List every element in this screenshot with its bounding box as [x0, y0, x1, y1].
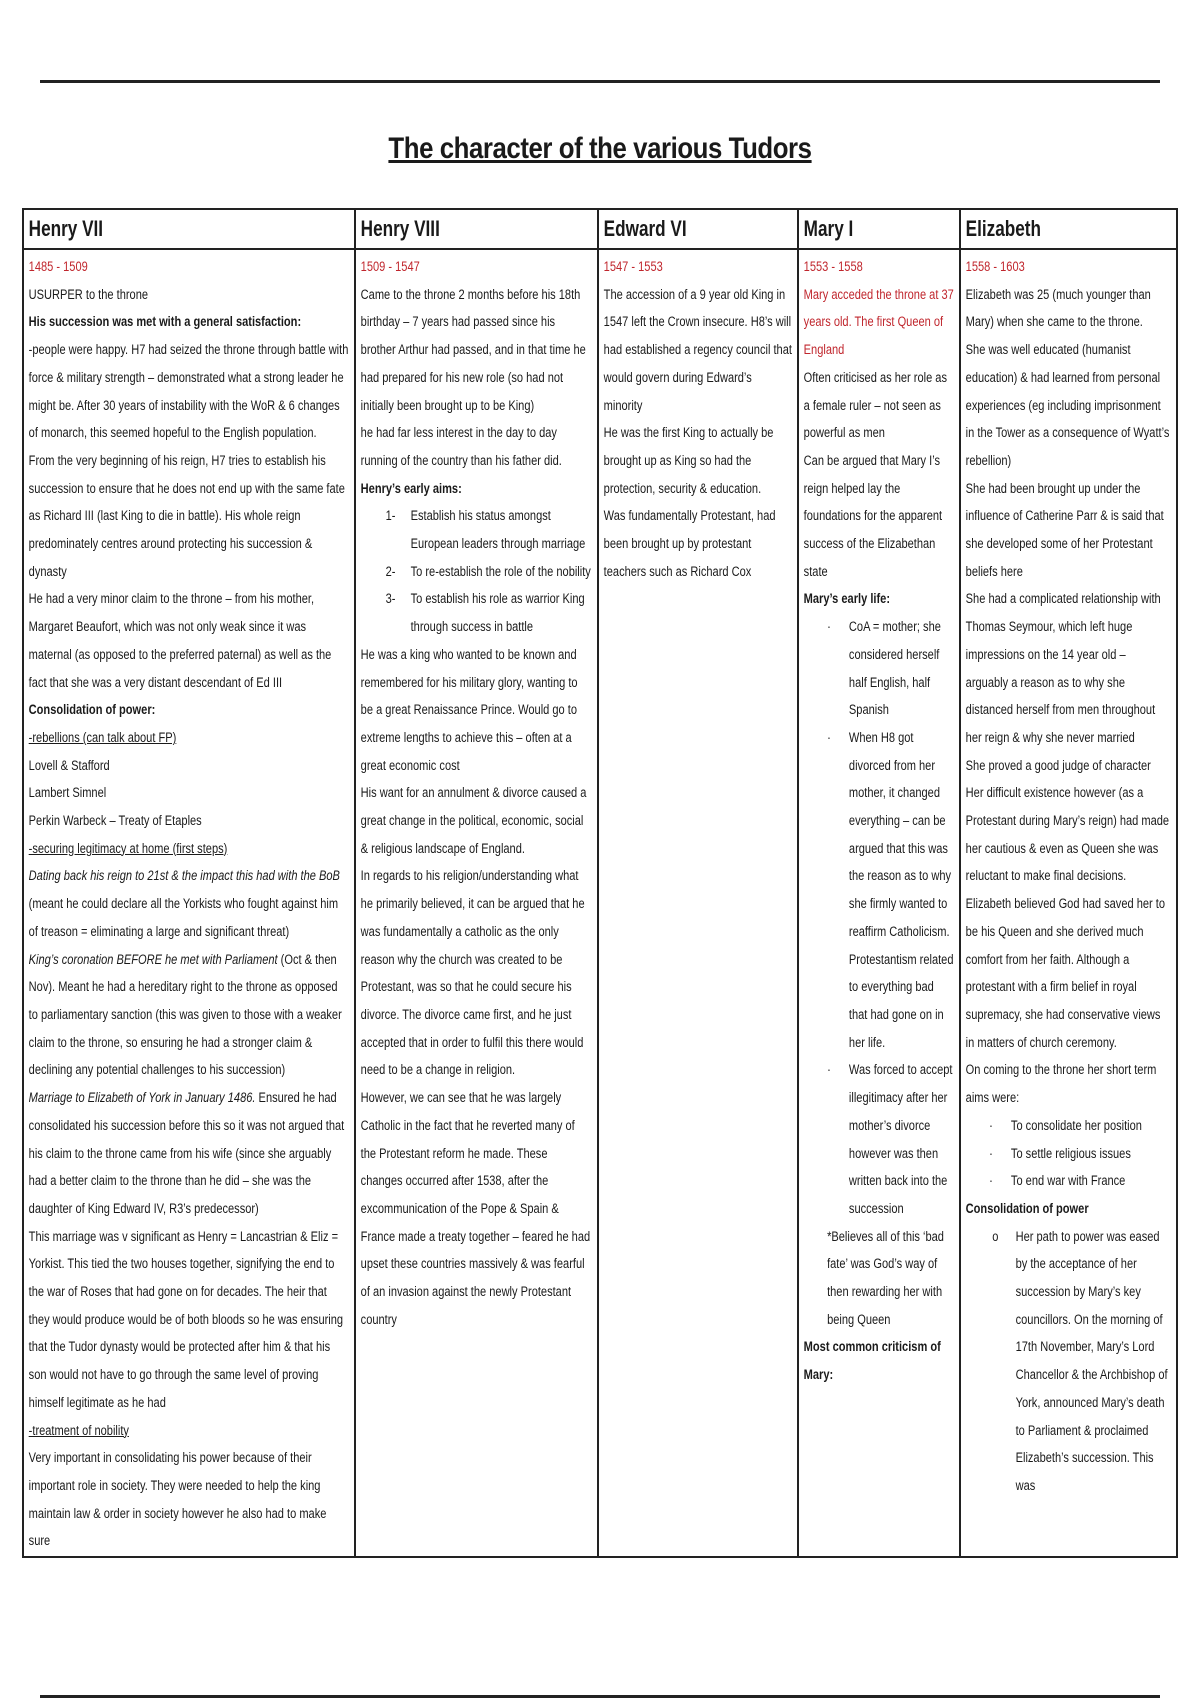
- mary-line: Often criticised as her role as a female ruler – not seen as powerful as men: [804, 369, 948, 442]
- eliz-aim: To end war with France: [1011, 1173, 1126, 1190]
- h8-line: In regards to his religion/understanding what he primarily believed, it can be argued that he was fundamentally a catholic as the only reason why the church was created to be Protestant, was so that he could secure his divorce. The divorce came first, and he just accepted that in order to fulfil this there would need to be a change in religion.: [360, 868, 585, 1079]
- h7-line: USURPER to the throne: [28, 286, 149, 303]
- eliz-line: Consolidation of power: [965, 1200, 1089, 1217]
- h7-line: -securing legitimacy at home (first steps): [28, 840, 228, 857]
- bullet-icon: ·: [989, 1173, 993, 1190]
- cell-henry-vii: [23, 249, 355, 1557]
- h7-line: Marriage to Elizabeth of York in January 1486.: [28, 1090, 256, 1107]
- mary-bullet: Was forced to accept illegitimacy after her mother’s divorce however was then written back into the succession: [849, 1062, 953, 1217]
- eliz-aim: To consolidate her position: [1011, 1117, 1143, 1134]
- eliz-line: She had been brought up under the influence of Catherine Parr & is said that she developed some of her Protestant beliefs here: [965, 480, 1164, 580]
- bullet-icon: ·: [827, 619, 832, 636]
- h8-line: he had far less interest in the day to day running of the country than his father did.: [360, 425, 563, 469]
- eliz-line: She proved a good judge of character: [965, 757, 1152, 774]
- header-mary-i: Mary I: [798, 209, 960, 249]
- e6-line: Was fundamentally Protestant, had been brought up by protestant teachers such as Richard Cox: [603, 508, 776, 580]
- eliz-line: Elizabeth was 25 (much younger than Mary) when she came to the throne.: [965, 286, 1152, 331]
- h7-line: Lovell & Stafford: [28, 757, 110, 774]
- header-henry-vii: Henry VII: [23, 209, 355, 249]
- eliz-line: Her path to power was eased by the acceptance of her succession by Mary’s key councillors. On the morning of 17th November, Mary’s Lord Chancellor & the Archbishop of York, announced Mary’s death to Parliament & proclaimed Elizabeth’s succession. This was: [1015, 1228, 1168, 1494]
- mary-line: Most common criticism of Mary:: [804, 1339, 942, 1384]
- h7-line: Dating back his reign to 21st & the impact this had with the BoB: [28, 868, 340, 885]
- header-edward-vi: Edward VI: [598, 209, 799, 249]
- mary-bullet: When H8 got divorced from her mother, it changed everything – can be argued that this was the reason as to why she firmly wanted to reaffirm Catholicism. Protestantism related to everything bad that had gone on in her life.: [849, 729, 954, 1051]
- h7-line: (meant he could declare all the Yorkists who fought against him of treason = eliminating a large and significant threat): [28, 896, 339, 940]
- eliz-aim: To settle religious issues: [1011, 1145, 1132, 1162]
- h8-line: Henry’s early aims:: [360, 480, 462, 497]
- h7-line: Lambert Simnel: [28, 785, 107, 802]
- dates-mary-i: 1553 - 1558: [804, 259, 864, 275]
- eliz-line: She had a complicated relationship with Thomas Seymour, which left huge impressions on the 14 year old – arguably a reason as to why she distanced herself from men throughout her reign & why she never married: [965, 591, 1161, 746]
- cell-edward-vi: [598, 249, 799, 1557]
- dates-henry-vii: 1485 - 1509: [28, 259, 88, 275]
- mary-line: Mary’s early life:: [804, 591, 891, 608]
- top-rule: [40, 80, 1160, 83]
- bullet-icon: ·: [827, 1062, 832, 1079]
- h7-line: -treatment of nobility: [28, 1422, 129, 1439]
- header-elizabeth: Elizabeth: [960, 209, 1177, 249]
- h8-aim: To establish his role as warrior King through success in battle: [410, 591, 585, 636]
- h8-aim: To re-establish the role of the nobility: [410, 563, 592, 580]
- dates-edward-vi: 1547 - 1553: [603, 259, 663, 275]
- cell-henry-viii: [355, 249, 598, 1557]
- list-number: 2-: [385, 563, 396, 580]
- eliz-line: On coming to the throne her short term aims were:: [965, 1062, 1157, 1107]
- list-number: 1-: [385, 508, 396, 525]
- mary-note: *Believes all of this ‘bad fate’ was God’s way of then rewarding her with being Queen: [827, 1228, 945, 1328]
- dates-elizabeth: 1558 - 1603: [965, 259, 1025, 275]
- h7-line: From the very beginning of his reign, H7 tries to establish his succession to ensure that he does not end up with the same fate as Richard III (last King to die in battle). His whole reign predominately centres around protecting his succession & dynasty: [28, 452, 345, 580]
- circle-bullet-icon: o: [992, 1228, 999, 1245]
- h7-line: Consolidation of power:: [28, 702, 156, 719]
- eliz-line: She was well educated (humanist education) & had learned from personal experiences (eg including imprisonment in the Tower as a consequence of Wyatt’s rebellion): [965, 342, 1170, 469]
- dates-henry-viii: 1509 - 1547: [360, 259, 420, 275]
- h8-line: However, we can see that he was largely Catholic in the fact that he reverted many of the Protestant reform he made. These changes occurred after 1538, after the excommunication of the Pope & Spain & France made a treaty together – feared he had upset these countries massively & was fearful of an invasion against the newly Protestant country: [360, 1090, 591, 1328]
- h7-line: Perkin Warbeck – Treaty of Etaples: [28, 813, 202, 830]
- h7-line: His succession was met with a general satisfaction:: [28, 314, 302, 331]
- eliz-line: Elizabeth believed God had saved her to be his Queen and she derived much comfort from her faith. Although a protestant with a firm belief in royal supremacy, she had conservative views in matters of church ceremony.: [965, 896, 1166, 1051]
- tudors-table: [22, 208, 1178, 1558]
- h8-aim: Establish his status amongst European leaders through marriage: [410, 508, 586, 553]
- bullet-icon: ·: [989, 1117, 993, 1134]
- mary-bullet: CoA = mother; she considered herself half English, half Spanish: [849, 619, 942, 719]
- eliz-line: Her difficult existence however (as a Protestant during Mary’s reign) had made her cautious & even as Queen she was reluctant to make final decisions.: [965, 785, 1170, 885]
- document-title: The character of the various Tudors: [388, 132, 812, 166]
- bottom-rule: [40, 1695, 1160, 1698]
- h7-line: This marriage was v significant as Henry = Lancastrian & Eliz = Yorkist. This tied the two houses together, signifying the end to the war of Roses that had gone on for decades. The heir that they would produce would be of both bloods so he was ensuring that the Tudor dynasty would be protected after him & that his son would not have to go through the same level of proving himself legitimate as he had: [28, 1228, 344, 1411]
- h7-line: -people were happy. H7 had seized the throne through battle with force & military strength – demonstrated what a strong leader he might be. After 30 years of instability with the WoR & 6 changes of monarch, this seemed hopeful to the English population.: [28, 342, 349, 442]
- e6-line: The accession of a 9 year old King in 1547 left the Crown insecure. H8’s will had established a regency council that would govern during Edward’s minority: [603, 286, 792, 414]
- content-row: [23, 249, 1177, 1557]
- header-row: [23, 209, 1177, 249]
- bullet-icon: ·: [989, 1145, 993, 1162]
- header-henry-viii: Henry VIII: [355, 209, 598, 249]
- h8-line: His want for an annulment & divorce caused a great change in the political, economic, social & religious landscape of England.: [360, 785, 587, 857]
- h7-line: Ensured he had consolidated his succession before this so it was not argued that his claim to the throne came from his wife (since she arguably had a better claim to the throne than he did – she was the daughter of King Edward IV, R3’s predecessor): [28, 1090, 345, 1217]
- list-number: 3-: [385, 591, 396, 608]
- h7-line: (Oct & then Nov). Meant he had a hereditary right to the throne as opposed to parliamentary sanction (this was given to those with a weaker claim to the throne, so ensuring he had a stronger claim & declining any potential challenges to his succession): [28, 951, 342, 1079]
- h8-line: He was a king who wanted to be known and remembered for his military glory, wanting to be a great Renaissance Prince. Would go to extreme lengths to achieve this – often at a great economic cost: [360, 646, 578, 774]
- bullet-icon: ·: [827, 729, 832, 746]
- cell-elizabeth: [960, 249, 1177, 1557]
- cell-mary-i: [798, 249, 960, 1557]
- h7-line: He had a very minor claim to the throne – from his mother, Margaret Beaufort, which was not only weak since it was maternal (as opposed to the preferred paternal) as well as the fact that she was a very distant descendant of Ed III: [28, 591, 332, 691]
- h7-line: Very important in consolidating his power because of their important role in society. They were needed to help the king maintain law & order in society however he also had to make sure: [28, 1450, 327, 1550]
- e6-line: He was the first King to actually be brought up as King so had the protection, security & education.: [603, 425, 774, 497]
- h8-line: Came to the throne 2 months before his 18th birthday – 7 years had passed since his brother Arthur had passed, and in that time he had prepared for his new role (so had not initially been brought up to be King): [360, 286, 587, 414]
- mary-line: Mary acceded the throne at 37 years old. The first Queen of England: [804, 286, 955, 359]
- h7-line: King’s coronation BEFORE he met with Parliament: [28, 951, 278, 968]
- h7-line: -rebellions (can talk about FP): [28, 729, 177, 746]
- mary-line: Can be argued that Mary I’s reign helped lay the foundations for the apparent success of the Elizabethan state: [804, 452, 943, 580]
